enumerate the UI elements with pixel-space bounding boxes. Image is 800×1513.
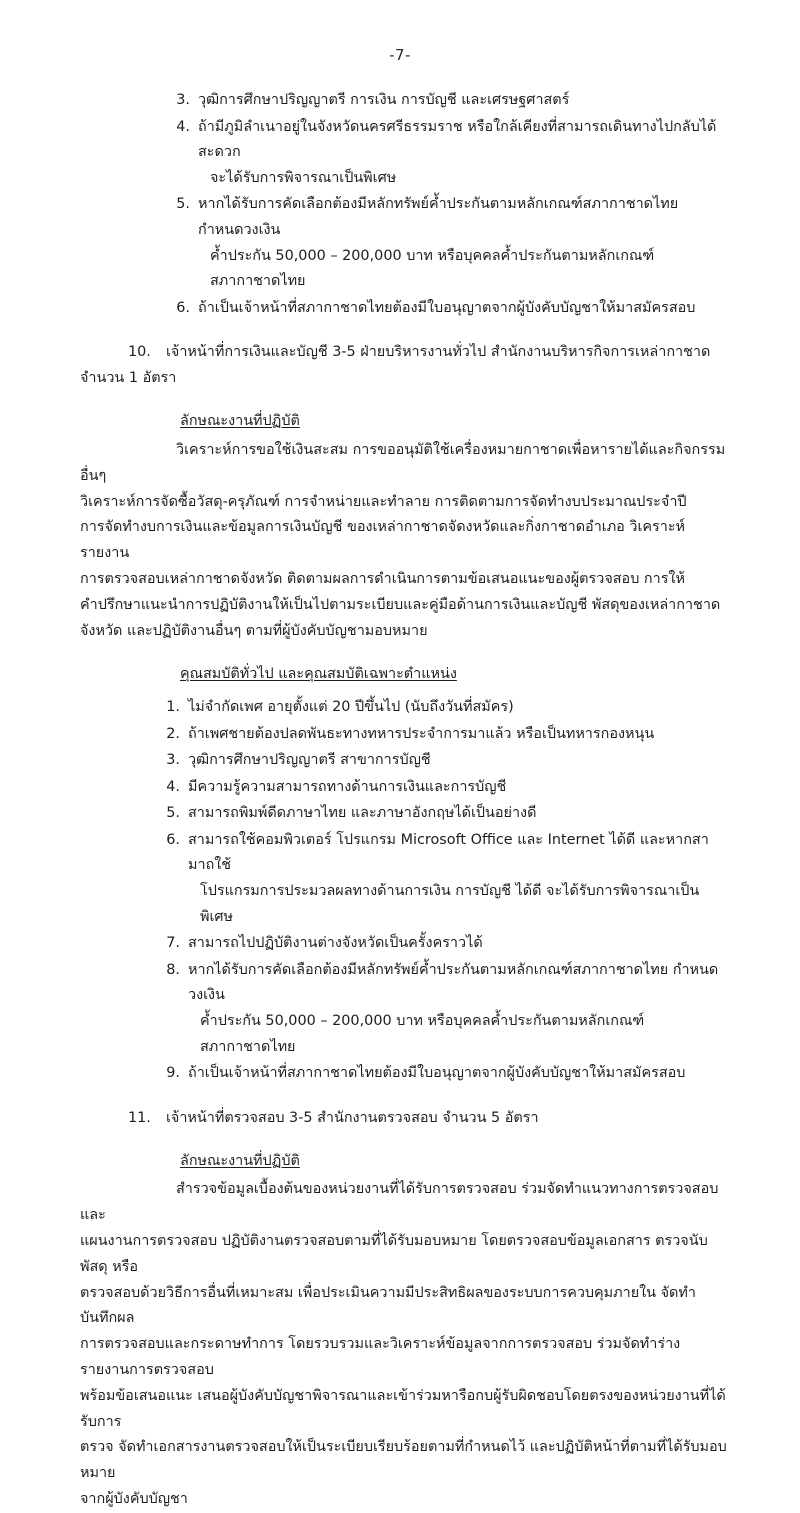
list-line: ถ้าเพศชายต้องปลดพันธะทางทหารประจำการมาแล้ว หรือเป็นทหารกองหนุน [188, 725, 655, 742]
list-item [158, 958, 728, 1060]
paragraph-line: พร้อมข้อเสนอแนะ เสนอผู้บังคับบัญชาพิจารณาและเข้าร่วมหารือกบผู้รับผิดชอบโดยตรงของหน่วยงานที่ได้รับการ [80, 1387, 726, 1430]
list-line: มีความรู้ความสามารถทางด้านการเงินและการบัญชี [188, 778, 507, 795]
section-10-qualifications-list [158, 695, 728, 1087]
paragraph-line: การตรวจสอบและกระดาษทำการ โดยรวบรวมและวิเคราะห์ข้อมูลจากการตรวจสอบ ร่วมจัดทำร่างรายงานการตรวจสอบ [80, 1336, 681, 1378]
section-10-duties-paragraph [80, 438, 728, 644]
list-body [188, 1061, 728, 1087]
list-item [158, 801, 728, 827]
paragraph-line: จังหวัด และปฏิบัติงานอื่นๆ ตามที่ผู้บังคับบัญชามอบหมาย [80, 622, 428, 639]
paragraph-line: จากผู้บังคับบัญชา [80, 1490, 188, 1507]
section-10-title: เจ้าหน้าที่การเงินและบัญชี 3-5 ฝ่ายบริหารงานทั่วไป สำนักงานบริหารกิจการเหล่ากาชาด [166, 344, 711, 361]
list-line: ไม่จำกัดเพศ อายุตั้งแต่ 20 ปีขึ้นไป (นับถึงวันที่สมัคร) [188, 698, 514, 715]
list-line: หากได้รับการคัดเลือกต้องมีหลักทรัพย์ค้ำประกันตามหลักเกณฑ์สภากาชาดไทย กำหนดวงเงิน [188, 961, 719, 1004]
top-requirements-list [168, 88, 728, 321]
list-line: ถ้าเป็นเจ้าหน้าที่สภากาชาดไทยต้องมีใบอนุญาตจากผู้บังคับบัญชาให้มาสมัครสอบ [188, 1065, 686, 1082]
list-marker: 5. [166, 805, 180, 822]
list-marker: 7. [166, 935, 180, 952]
section-10-subtitle: จำนวน 1 อัตรา [80, 370, 177, 387]
list-item [158, 722, 728, 748]
section-10-heading [128, 339, 728, 365]
list-body [198, 296, 728, 322]
list-body [188, 775, 728, 801]
list-item [168, 88, 728, 114]
list-line: หากได้รับการคัดเลือกต้องมีหลักทรัพย์ค้ำประกันตามหลักเกณฑ์สภากาชาดไทย กำหนดวงเงิน [198, 196, 683, 238]
list-line: โปรแกรมการประมวลผลทางด้านการเงิน การบัญชี ได้ดี จะได้รับการพิจารณาเป็นพิเศษ [200, 883, 700, 925]
list-marker: 8. [166, 961, 180, 978]
list-line: สามารถไปปฏิบัติงานต่างจังหวัดเป็นครั้งคราวได้ [188, 935, 483, 952]
section-10-qualifications-heading-wrap [80, 644, 728, 688]
list-marker: 4. [176, 118, 190, 135]
list-item [158, 748, 728, 774]
list-item [168, 115, 728, 192]
list-marker: 6. [166, 831, 180, 848]
list-line: ค้ำประกัน 50,000 – 200,000 บาท หรือบุคคลค้ำประกันตามหลักเกณฑ์สภากาชาดไทย [200, 1013, 645, 1055]
section-11-number: 11. [128, 1109, 151, 1126]
list-item [158, 828, 728, 930]
section-11-heading [128, 1105, 728, 1131]
list-body [198, 192, 728, 294]
paragraph-line: คำปรึกษาแนะนำการปฏิบัติงานให้เป็นไปตามระเบียบและคู่มือด้านการเงินและบัญชี พัสดุของเหล่ากาชาด [80, 596, 721, 613]
list-item [158, 931, 728, 957]
section-11-duties-heading-wrap [80, 1131, 728, 1175]
list-line: ถ้ามีภูมิลำเนาอยู่ในจังหวัดนครศรีธรรมราช หรือใกล้เคียงที่สามารถเดินทางไปกลับได้สะดวก [198, 118, 717, 161]
list-item [158, 1061, 728, 1087]
list-body [188, 748, 728, 774]
list-item [168, 296, 728, 322]
section-10-qualifications-heading: คุณสมบัติทั่วไป และคุณสมบัติเฉพาะตำแหน่ง [180, 666, 457, 683]
section-11-duties-heading: ลักษณะงานที่ปฏิบัติ [180, 1152, 300, 1169]
list-body [188, 695, 728, 721]
list-body [198, 115, 728, 192]
list-marker: 1. [166, 698, 180, 715]
list-line: สามารถพิมพ์ดีดภาษาไทย และภาษาอังกฤษได้เป็นอย่างดี [188, 805, 537, 822]
list-marker: 2. [166, 725, 180, 742]
list-body [198, 88, 728, 114]
list-marker: 3. [176, 92, 190, 108]
paragraph-line: สำรวจข้อมูลเบื้องต้นของหน่วยงานที่ได้รับการตรวจสอบ ร่วมจัดทำแนวทางการตรวจสอบและ [80, 1181, 719, 1224]
list-marker: 3. [166, 752, 180, 769]
section-11-title: เจ้าหน้าที่ตรวจสอบ 3-5 สำนักงานตรวจสอบ จำนวน 5 อัตรา [166, 1109, 539, 1126]
list-line: จะได้รับการพิจารณาเป็นพิเศษ [210, 169, 397, 186]
section-10-number: 10. [128, 344, 151, 361]
page-number: -7- [389, 46, 411, 64]
list-body [188, 801, 728, 827]
paragraph-line: วิเคราะห์การขอใช้เงินสะสม การขออนุมัติใช้เครื่องหมายกาชาดเพื่อหารายได้และกิจกรรมอื่นๆ [80, 441, 726, 484]
list-body [188, 722, 728, 748]
list-marker: 4. [166, 778, 180, 795]
section-11-duties-paragraph [80, 1177, 728, 1512]
list-line: วุฒิการศึกษาปริญญาตรี การเงิน การบัญชี และเศรษฐศาสตร์ [198, 92, 570, 108]
page-content [0, 64, 800, 1513]
list-item [168, 192, 728, 294]
paragraph-line: ตรวจ จัดทำเอกสารงานตรวจสอบให้เป็นระเบียบเรียบร้อยตามที่กำหนดไว้ และปฏิบัติหน้าที่ตามที่ได้รับมอบหมาย [80, 1439, 727, 1482]
paragraph-line: แผนงานการตรวจสอบ ปฏิบัติงานตรวจสอบตามที่ได้รับมอบหมาย โดยตรวจสอบข้อมูลเอกสาร ตรวจนับพัสดุ หรือ [80, 1233, 708, 1275]
list-body [188, 828, 728, 930]
paragraph-line: ตรวจสอบด้วยวิธีการอื่นที่เหมาะสม เพื่อประเมินความมีประสิทธิผลของระบบการควบคุมภายใน จัดทำบันทึกผล [80, 1284, 696, 1327]
list-marker: 9. [166, 1065, 180, 1082]
list-line: สามารถใช้คอมพิวเตอร์ โปรแกรม Microsoft Office และ Internet ได้ดี และหากสามาถใช้ [188, 831, 709, 874]
list-marker: 6. [176, 299, 190, 316]
paragraph-line: การตรวจสอบเหล่ากาชาดจังหวัด ติดตามผลการดำเนินการตามข้อเสนอแนะของผู้ตรวจสอบ การให้ [80, 570, 685, 587]
list-item [158, 775, 728, 801]
list-line: ถ้าเป็นเจ้าหน้าที่สภากาชาดไทยต้องมีใบอนุญาตจากผู้บังคับบัญชาให้มาสมัครสอบ [198, 299, 696, 316]
spacer [80, 688, 728, 695]
list-body [188, 931, 728, 957]
list-line: ค้ำประกัน 50,000 – 200,000 บาท หรือบุคคลค้ำประกันตามหลักเกณฑ์สภากาชาดไทย [210, 247, 655, 290]
list-body [188, 958, 728, 1060]
section-10-duties-heading: ลักษณะงานที่ปฏิบัติ [180, 413, 300, 430]
paragraph-line: วิเคราะห์การจัดซื้อวัสดุ-ครุภัณฑ์ การจำหน่ายและทำลาย การติดตามการจัดทำงบประมาณประจำปี [80, 493, 687, 510]
list-line: วุฒิการศึกษาปริญญาตรี สาขาการบัญชี [188, 752, 431, 769]
paragraph-line: การจัดทำงบการเงินและข้อมูลการเงินบัญชี ของเหล่ากาชาดจัดงหวัดและกิ่งกาชาดอำเภอ วิเคราะห์รายงาน [80, 519, 686, 562]
section-10-duties-heading-wrap [80, 391, 728, 435]
list-item [158, 695, 728, 721]
list-marker: 5. [176, 196, 190, 213]
